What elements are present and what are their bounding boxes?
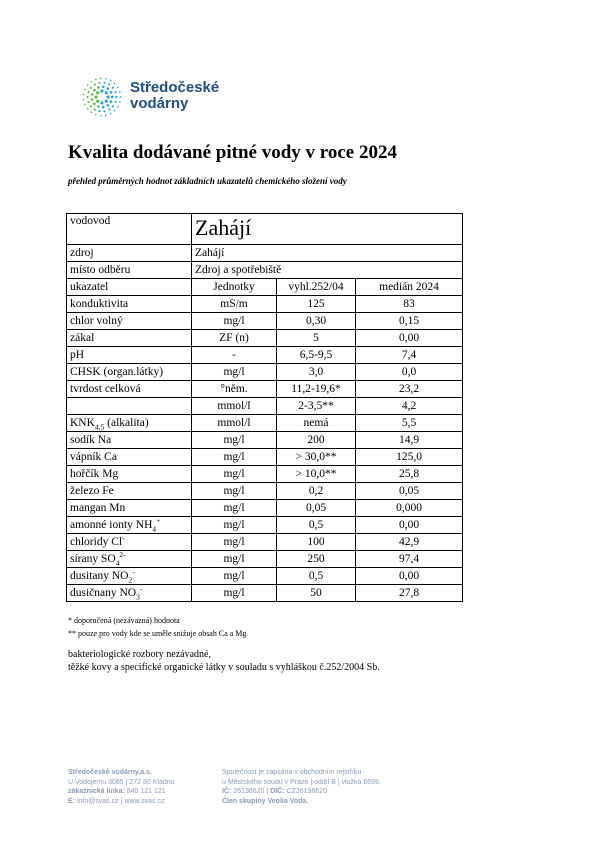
header-limit: vyhl.252/04 [277,279,356,296]
header-jednotky: Jednotky [192,279,277,296]
footnote-1: * doporučená (nezávazná) hodnota [68,616,180,625]
table-row [67,466,463,483]
table-row [67,347,463,364]
table-row [67,517,463,534]
parameter-name-sup: - [122,532,125,542]
table-row [67,568,463,585]
parameter-name: vápník Ca [67,449,192,466]
table-row [67,415,463,432]
parameter-limit: 11,2-19,6* [277,381,356,398]
footer-member: Člen skupiny Veolia Voda. [222,797,309,805]
parameter-name: mangan Mn [67,500,192,517]
parameter-limit: 6,5-9,5 [277,347,356,364]
row-vodovod [67,214,463,245]
table-row [67,500,463,517]
parameter-limit: 125 [277,296,356,313]
footer-email-link[interactable]: info@svas.cz | www.svas.cz [75,797,165,805]
row-zdroj [67,245,463,262]
parameter-unit: mmol/l [192,415,277,432]
parameter-name [67,551,192,568]
parameter-name [67,585,192,602]
footer-registry-line1: Společnost je zapsána v obchodním rejstříku [222,769,362,776]
parameter-name-main: dusitany NO [70,569,129,582]
footnotes [68,614,246,640]
table-row [67,432,463,449]
zdroj-value: Zahájí [192,245,463,262]
footer-company: Středočeské vodárny,a.s. [68,769,152,776]
parameter-name [67,517,192,534]
parameter-median: 25,8 [356,466,463,483]
parameter-name-sub: 4 [152,523,157,533]
parameter-median: 125,0 [356,449,463,466]
footer-registry-line2: u Městského soudu v Praze | oddíl B | vložka 6699. [222,778,381,786]
parameter-median: 0,0 [356,364,463,381]
parameter-unit: mg/l [192,364,277,381]
footer-dic: CZ26196620 [284,788,327,795]
parameter-unit: mg/l [192,517,277,534]
parameter-median: 23,2 [356,381,463,398]
parameter-unit: mg/l [192,534,277,551]
parameter-limit: 200 [277,432,356,449]
parameter-limit: 50 [277,585,356,602]
page-title: Kvalita dodávané pitné vody v roce 2024 [68,142,397,163]
parameter-median: 0,000 [356,500,463,517]
table-row [67,381,463,398]
parameter-unit: mg/l [192,500,277,517]
parameter-name: chlor volný [67,313,192,330]
parameter-unit: mg/l [192,585,277,602]
row-header [67,279,463,296]
water-quality-table [66,213,463,602]
parameter-name [67,568,192,585]
footer-address: U Vodojemu 3085 | 272 80 Kladno [68,778,175,786]
parameter-limit: > 10,0** [277,466,356,483]
parameter-name: zákal [67,330,192,347]
parameter-median: 0,15 [356,313,463,330]
parameter-limit: 5 [277,330,356,347]
parameter-limit: nemá [277,415,356,432]
footer-dic-label: DIČ: [270,788,285,795]
parameter-median: 14,9 [356,432,463,449]
parameter-name: konduktivita [67,296,192,313]
parameter-unit: mg/l [192,313,277,330]
parameter-limit: 0,2 [277,483,356,500]
parameter-median: 4,2 [356,398,463,415]
zdroj-label: zdroj [67,245,192,262]
company-logo [82,77,232,117]
parameter-name: pH [67,347,192,364]
parameter-limit: 0,5 [277,568,356,585]
parameter-limit: 250 [277,551,356,568]
parameter-unit: °něm. [192,381,277,398]
parameter-unit: ZF (n) [192,330,277,347]
parameter-name-rest: (alkalita) [104,416,149,429]
parameter-name-sup: 2- [119,549,126,559]
footer-ic: 26196620 | [231,788,271,795]
parameter-unit: mg/l [192,551,277,568]
parameter-name-sup: + [156,515,161,525]
vodovod-value: Zahájí [192,214,463,245]
parameter-unit: mg/l [192,432,277,449]
parameter-median: 5,5 [356,415,463,432]
parameter-median: 7,4 [356,347,463,364]
parameter-median: 97,4 [356,551,463,568]
remark-2: těžké kovy a specifické organické látky v souladu s vyhláškou č.252/2004 Sb. [68,662,380,673]
parameter-name-main: dusičnany NO [70,586,137,599]
remarks [68,648,380,674]
parameter-limit: 3,0 [277,364,356,381]
logo-text [130,80,219,112]
table-row [67,483,463,500]
parameter-limit: > 30,0** [277,449,356,466]
parameter-name: CHSK (organ.látky) [67,364,192,381]
parameter-name [67,534,192,551]
parameter-name: tvrdost celková [67,381,192,398]
misto-label: místo odběru [67,262,192,279]
parameter-name-sup: - [139,583,143,593]
parameter-unit: - [192,347,277,364]
misto-value: Zdroj a spotřebiště [192,262,463,279]
row-misto [67,262,463,279]
table-row [67,585,463,602]
footer-ic-label: IČ: [222,788,232,795]
parameter-median: 0,00 [356,517,463,534]
parameter-name-main: KNK [70,416,95,429]
remark-1: bakteriologické rozbory nezávadné, [68,649,211,660]
parameter-name [67,398,192,415]
parameter-unit: mg/l [192,466,277,483]
header-ukazatel: ukazatel [67,279,192,296]
parameter-limit: 0,5 [277,517,356,534]
parameter-name: železo Fe [67,483,192,500]
page-subtitle: přehled průměrných hodnot základních ukazatelů chemického složení vody [68,176,347,186]
table-row [67,296,463,313]
footer-email-label: E: [68,797,75,805]
parameter-name-sub: 4,5 [94,421,105,431]
parameter-name-sub: 3 [136,591,140,601]
footnote-2: ** pouze pro vody kde se uměle snižuje obsah Ca a Mg [68,629,247,638]
parameter-name-sup: - [132,566,135,576]
parameter-name: sodík Na [67,432,192,449]
parameter-median: 0,00 [356,568,463,585]
table-row [67,398,463,415]
parameter-name-main: amonné ionty NH [70,518,153,531]
logo-line1: Středočeské [130,79,220,96]
parameter-median: 27,8 [356,585,463,602]
table-row [67,551,463,568]
parameter-median: 42,9 [356,534,463,551]
table-row [67,534,463,551]
table-row [67,364,463,381]
table-row [67,313,463,330]
vodovod-label: vodovod [67,214,192,245]
header-median: medián 2024 [356,279,463,296]
parameter-unit: mmol/l [192,398,277,415]
parameter-median: 0,00 [356,330,463,347]
parameter-name-sub: 2 [128,574,133,584]
parameter-name: hořčík Mg [67,466,192,483]
logo-dots-icon [82,77,124,117]
parameter-name-main: chloridy Cl [70,535,123,548]
table-row [67,449,463,466]
parameter-unit: mg/l [192,449,277,466]
parameter-unit: mS/m [192,296,277,313]
parameter-limit: 0,30 [277,313,356,330]
footer-registry [222,768,381,806]
parameter-limit: 100 [277,534,356,551]
parameter-limit: 0,05 [277,500,356,517]
footer-hotline: 840 121 121 [124,788,166,795]
parameter-name-main: sírany SO [70,552,116,565]
parameter-name-sub: 4 [115,557,120,567]
parameter-median: 0,05 [356,483,463,500]
parameter-unit: mg/l [192,568,277,585]
parameter-unit: mg/l [192,483,277,500]
parameter-median: 83 [356,296,463,313]
footer-contact [68,768,175,806]
table-row [67,330,463,347]
parameter-limit: 2-3,5** [277,398,356,415]
parameter-name [67,415,192,432]
footer-hotline-label: zákaznická linka: [68,788,125,795]
logo-line2: vodárny [130,95,189,112]
